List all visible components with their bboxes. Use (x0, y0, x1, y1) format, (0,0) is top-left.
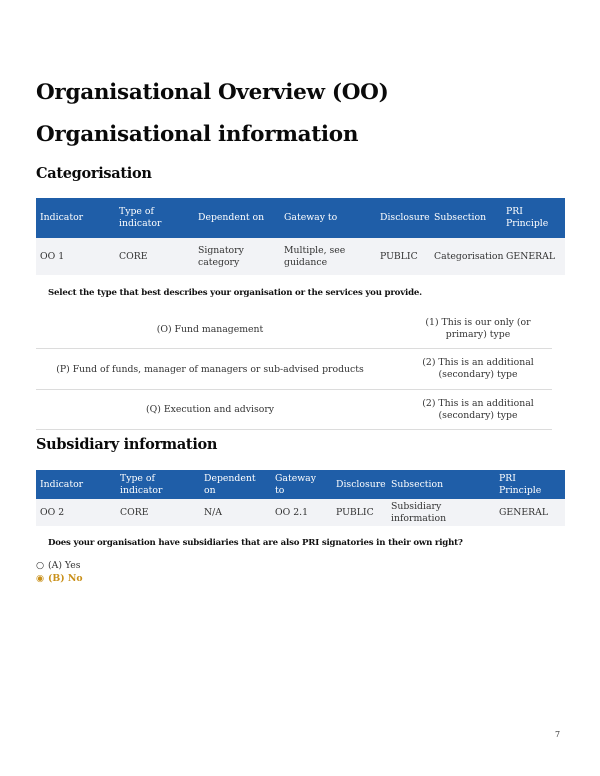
header-subsection: Subsection (387, 470, 495, 499)
cell-indicator: OO 1 (36, 238, 115, 275)
cell-type: CORE (116, 499, 200, 526)
header-principle: PRI Principle (502, 198, 565, 238)
table-header-row (36, 198, 565, 238)
header-dependent: Dependent on (200, 470, 271, 499)
header-principle: PRI Principle (495, 470, 565, 499)
cell-gateway: Multiple, see guidance (280, 238, 376, 275)
indicator-table-oo1 (36, 198, 565, 275)
subsection-heading-categorisation: Categorisation (36, 165, 152, 182)
option-row (36, 310, 552, 349)
header-subsection: Subsection (430, 198, 502, 238)
question-oo2: Does your organisation have subsidiaries that are also PRI signatories in their own right? (48, 538, 463, 548)
cell-dependent: N/A (200, 499, 271, 526)
option-row (36, 349, 552, 390)
header-gateway: Gateway to (271, 470, 332, 499)
module-title: Organisational information (36, 122, 359, 147)
option-type: (1) This is our only (or primary) type (425, 317, 531, 340)
header-indicator: Indicator (36, 198, 115, 238)
header-disclosure: Disclosure (332, 470, 387, 499)
table-row (36, 238, 565, 275)
header-type: Type of indicator (115, 198, 194, 238)
option-label: (Q) Execution and advisory (145, 404, 275, 415)
answer-label: (A) Yes (48, 560, 81, 571)
option-label: (P) Fund of funds, manager of managers or sub-advised products (56, 363, 364, 375)
answer-option-yes[interactable] (36, 560, 81, 571)
cell-disclosure: PUBLIC (332, 499, 387, 526)
cell-principle: GENERAL (495, 499, 565, 526)
cell-subsection: Categorisation (430, 238, 502, 275)
option-label: (O) Fund management (156, 323, 264, 335)
page-number: 7 (555, 730, 561, 739)
subsection-heading-subsidiary: Subsidiary information (36, 436, 218, 453)
indicator-table-oo2 (36, 470, 565, 526)
header-gateway: Gateway to (280, 198, 376, 238)
header-dependent: Dependent on (194, 198, 280, 238)
option-type: (2) This is an additional (secondary) type (422, 357, 534, 380)
cell-disclosure: PUBLIC (376, 238, 430, 275)
cell-dependent: Signatory category (194, 238, 280, 275)
section-title: Organisational Overview (OO) (36, 80, 389, 105)
option-type: (2) This is an additional (secondary) type (422, 397, 534, 421)
answer-label: (B) No (48, 573, 83, 584)
header-disclosure: Disclosure (376, 198, 430, 238)
cell-type: CORE (115, 238, 194, 275)
radio-selected-icon: ◉ (36, 573, 45, 584)
radio-unselected-icon: ○ (36, 560, 45, 571)
header-type: Type of indicator (116, 470, 200, 499)
cell-gateway: OO 2.1 (271, 499, 332, 526)
cell-indicator: OO 2 (36, 499, 116, 526)
table-row (36, 499, 565, 526)
option-row (36, 390, 552, 430)
cell-principle: GENERAL (502, 238, 565, 275)
answer-option-no[interactable] (36, 573, 83, 584)
question-oo1: Select the type that best describes your organisation or the services you provide. (48, 288, 422, 298)
header-indicator: Indicator (36, 470, 116, 499)
table-header-row (36, 470, 565, 499)
cell-subsection: Subsidiary information (387, 499, 495, 526)
